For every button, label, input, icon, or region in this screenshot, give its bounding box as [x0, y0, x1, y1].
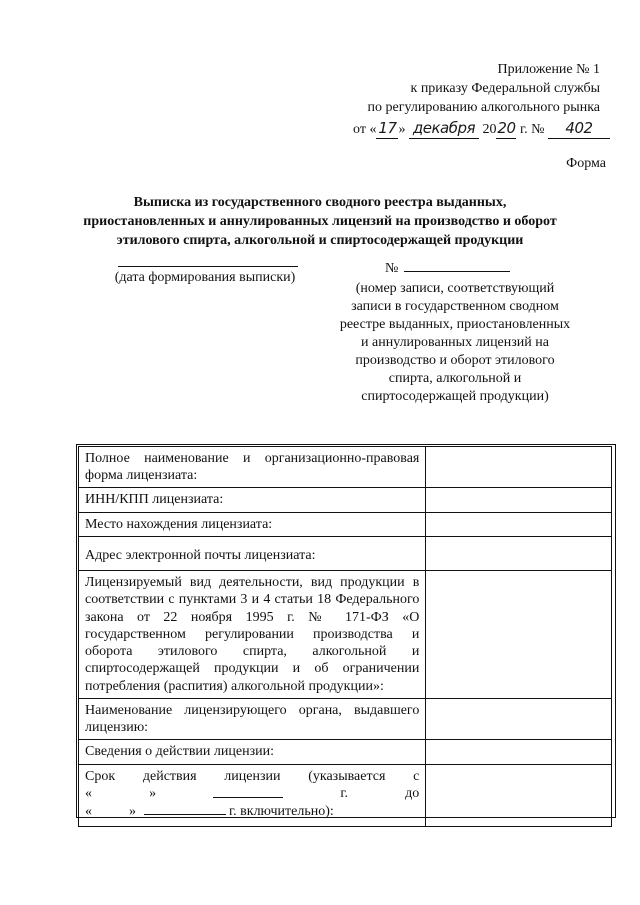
term-word: Срок	[85, 769, 116, 785]
quote-close: »	[398, 122, 406, 137]
quote-close: »	[129, 804, 136, 820]
term-end-blank	[144, 802, 226, 815]
date-caption: (дата формирования выписки)	[114, 270, 296, 285]
title-line-3: этилового спирта, алкогольной и спиртосодержащей продукции	[116, 233, 524, 248]
year-prefix: 20	[482, 122, 497, 137]
row-label-email: Адрес электронной почты лицензиата:	[79, 537, 426, 571]
row-label-inn-kpp: ИНН/КПП лицензиата:	[79, 488, 426, 513]
order-year: 20	[497, 119, 516, 137]
quote-open: «	[85, 804, 92, 820]
row-label-activity: Лицензируемый вид деятельности, вид продукции в соответствии с пунктами 3 и 4 статьи 18 Федерального закона от 22 ноября 1995 г. № 171-ФЗ «О государственном регулировании производства и оборота этилового спирта, алкогольной и спиртосодержащей продукции и об ограничении потребления (распития) алкогольной продукции»:	[79, 571, 426, 699]
appendix-number: Приложение № 1	[497, 62, 600, 77]
date-block	[100, 266, 310, 287]
number-sign: №	[385, 261, 399, 276]
table-row	[79, 447, 612, 488]
order-number: 402	[548, 118, 610, 139]
document-title	[60, 193, 580, 250]
row-value-email	[426, 537, 612, 571]
term-start-blank	[213, 785, 283, 798]
table-row	[79, 699, 612, 740]
row-label-license-term	[79, 765, 426, 827]
form-label: Форма	[566, 156, 606, 171]
row-label-license-status: Сведения о действии лицензии:	[79, 740, 426, 765]
row-value-activity	[426, 571, 612, 699]
row-value-full-name	[426, 447, 612, 488]
table-row	[79, 765, 612, 827]
term-to: до	[405, 786, 420, 802]
row-value-authority	[426, 699, 612, 740]
header-block	[300, 60, 600, 117]
row-label-location: Место нахождения лицензиата:	[79, 513, 426, 537]
row-value-location	[426, 513, 612, 537]
quote-close: »	[149, 786, 157, 802]
table-row	[79, 571, 612, 699]
date-blank-line	[118, 266, 298, 267]
row-value-inn-kpp	[426, 488, 612, 513]
agency-name: по регулированию алкогольного рынка	[367, 100, 600, 115]
title-line-1: Выписка из государственного сводного реестра выданных,	[133, 195, 507, 210]
from-prefix: от «	[353, 122, 377, 137]
table-row	[79, 537, 612, 571]
record-caption: (номер записи, соответствующий записи в государственном сводном реестре выданных, приостановленных и аннулированных лицензий на производство и оборот этилового спирта, алкогольной и спиртосодержащей продукции)	[339, 281, 571, 404]
order-month: декабря	[409, 118, 479, 139]
term-line-3	[85, 802, 419, 820]
term-word: с	[413, 769, 420, 785]
table-row	[79, 488, 612, 513]
record-number-blank	[404, 258, 510, 272]
table-row	[79, 513, 612, 537]
term-end-text: г. включительно):	[229, 804, 334, 820]
term-word: действия	[142, 769, 197, 785]
record-number-row	[335, 258, 575, 278]
term-line-1	[85, 768, 419, 785]
number-prefix: г. №	[519, 122, 545, 137]
table-row	[79, 740, 612, 765]
order-date-line	[340, 118, 610, 140]
order-day: 17	[378, 119, 397, 137]
quote-open: «	[85, 786, 92, 802]
row-label-authority: Наименование лицензирующего органа, выдавшего лицензию:	[79, 699, 426, 740]
term-word: (указывается	[308, 769, 386, 785]
year-abbrev: г.	[340, 786, 349, 802]
term-word: лицензии	[224, 769, 281, 785]
row-label-full-name: Полное наименование и организационно-правовая форма лицензиата:	[79, 447, 426, 488]
record-number-block	[335, 258, 575, 406]
term-line-2	[85, 785, 419, 802]
row-value-license-term	[426, 765, 612, 827]
license-info-table	[78, 446, 612, 827]
row-value-license-status	[426, 740, 612, 765]
order-reference: к приказу Федеральной службы	[410, 81, 600, 96]
title-line-2: приостановленных и аннулированных лицензий на производство и оборот	[83, 214, 557, 229]
